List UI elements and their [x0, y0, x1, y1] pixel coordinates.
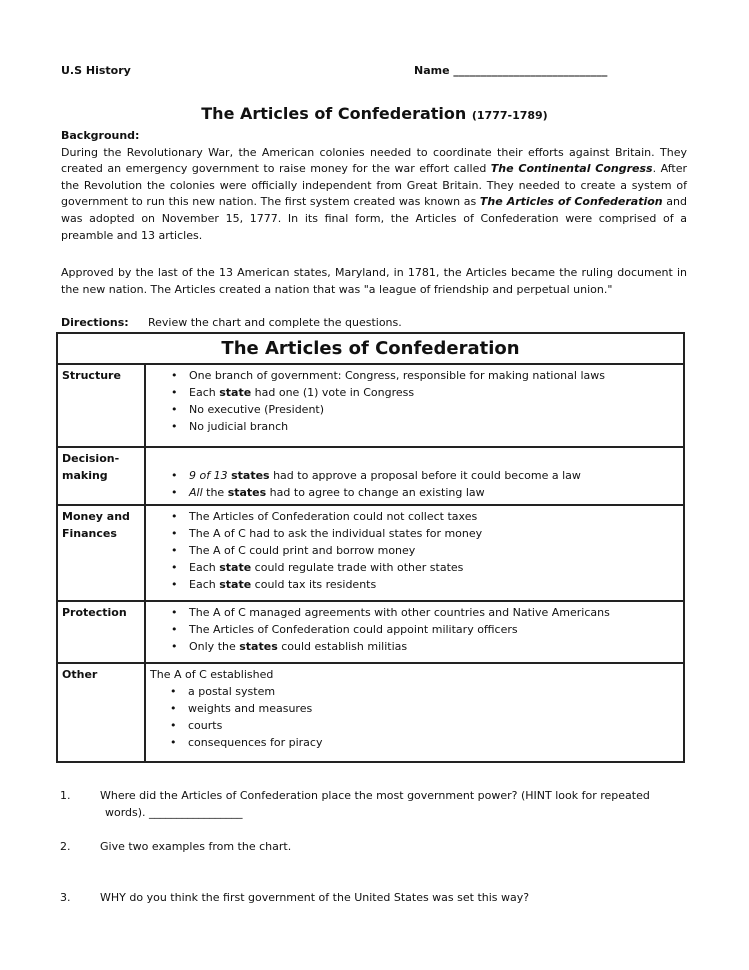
articles-chart — [56, 332, 685, 763]
list-item: • weights and measures — [170, 700, 683, 717]
chart-row-decision-making — [57, 447, 684, 505]
chart-row-protection — [57, 601, 684, 663]
list-item: • a postal system — [170, 683, 683, 700]
list-item: • The Articles of Confederation could not collect taxes — [171, 508, 683, 525]
question-number: 1. — [60, 789, 71, 802]
list-item: • courts — [170, 717, 683, 734]
list-item: • The A of C managed agreements with other countries and Native Americans — [171, 604, 683, 621]
row-label: Money and Finances — [57, 505, 145, 601]
question-3: WHY do you think the first government of the United States was set this way? — [100, 891, 530, 904]
background-label: Background: — [61, 129, 140, 142]
row-label: Other — [57, 663, 145, 762]
chart-row-structure — [57, 364, 684, 447]
question-2: Give two examples from the chart. — [100, 840, 292, 853]
course-label: U.S History — [61, 64, 131, 77]
page-title — [0, 104, 749, 123]
question-number: 3. — [60, 891, 71, 904]
title-main: The Articles of Confederation — [201, 104, 467, 123]
chart-row-money-finances — [57, 505, 684, 601]
list-item: • One branch of government: Congress, responsible for making national laws — [171, 367, 683, 384]
background-paragraph-1: During the Revolutionary War, the American colonies needed to coordinate their efforts against Britain. They created an emergency government to raise money for the war effort called The Continental Congress. After the Revolution the colonies were officially independent from Great Britain. They needed to create a system of government to run this new nation. The first system created was known as The Articles of Confederation and was adopted on November 15, 1777. In its final form, the Articles of Confederation were comprised of a preamble and 13 articles. — [61, 145, 688, 242]
list-item: • All the states had to agree to change an existing law — [171, 484, 683, 501]
list-item: • Only the states could establish militias — [171, 638, 683, 655]
question-number: 2. — [60, 840, 71, 853]
list-item: • The Articles of Confederation could appoint military officers — [171, 621, 683, 638]
background-section — [61, 128, 687, 244]
chart-row-other — [57, 663, 684, 762]
list-item: • The A of C could print and borrow money — [171, 542, 683, 559]
list-item: • consequences for piracy — [170, 734, 683, 751]
background-paragraph-2: Approved by the last of the 13 American states, Maryland, in 1781, the Articles became the ruling document in the new nation. The Articles created a nation that was "a league of friendship and perpetual union." — [61, 266, 687, 296]
row-label: Protection — [57, 601, 145, 663]
row-label: Decision- making — [57, 447, 145, 505]
list-item: • 9 of 13 states had to approve a proposal before it could become a law — [171, 467, 683, 484]
list-item: • Each state could regulate trade with other states — [171, 559, 683, 576]
title-years: (1777-1789) — [471, 109, 548, 122]
list-item: • Each state had one (1) vote in Congress — [171, 384, 683, 401]
list-item: • Each state could tax its residents — [171, 576, 683, 593]
chart-title: The Articles of Confederation — [57, 333, 684, 364]
other-intro: The A of C established — [150, 668, 274, 681]
list-item: • No executive (President) — [171, 401, 683, 418]
question-1: Where did the Articles of Confederation place the most government power? (HINT look for repeated words). _________________ — [100, 789, 650, 819]
list-item: • No judicial branch — [171, 418, 683, 435]
row-label: Structure — [57, 364, 145, 447]
directions-label: Directions: — [61, 316, 129, 329]
name-field[interactable]: Name ____________________________ — [414, 64, 608, 77]
directions-text: Review the chart and complete the questions. — [148, 316, 402, 329]
list-item: • The A of C had to ask the individual states for money — [171, 525, 683, 542]
